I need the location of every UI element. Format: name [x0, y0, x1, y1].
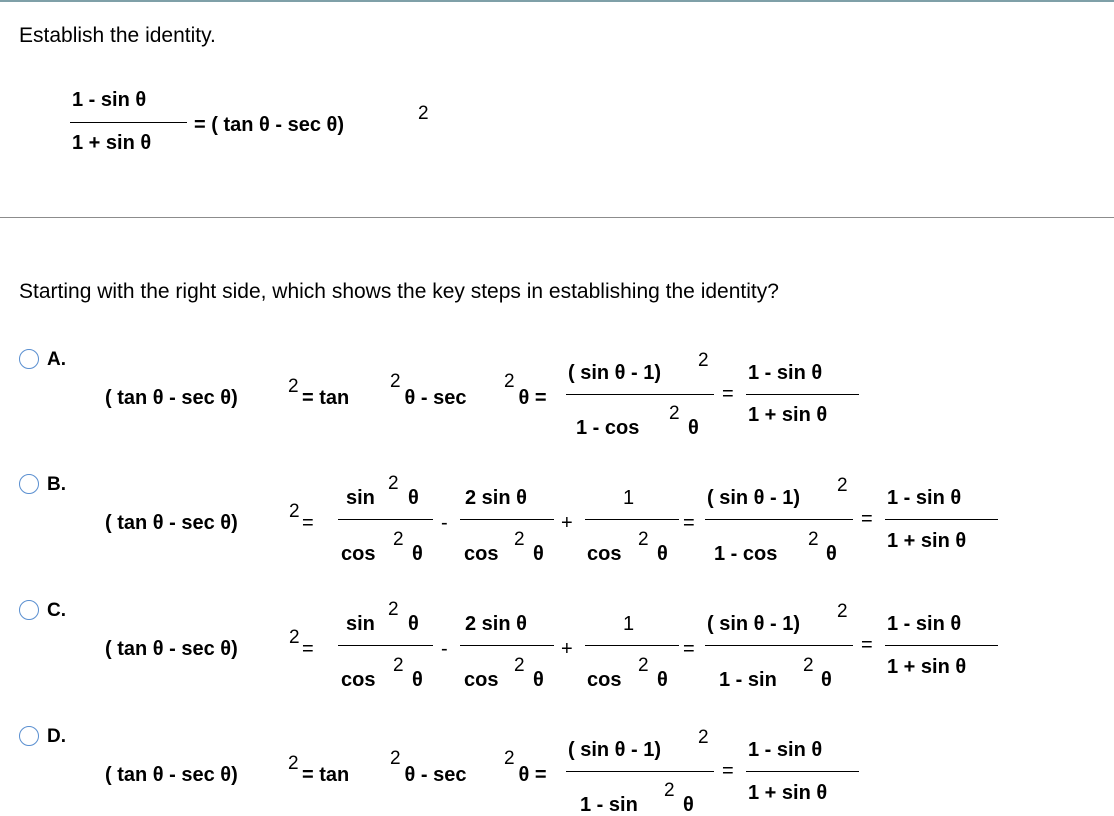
theta: θ: [688, 417, 699, 439]
option-b-frac4-bar: [705, 519, 853, 520]
option-a-frac2-den: 1 + sin θ: [748, 404, 828, 426]
exponent: 2: [393, 529, 404, 550]
theta: θ: [826, 543, 837, 565]
exponent: 2: [388, 599, 399, 620]
section-divider: [0, 217, 1114, 218]
option-c-radio[interactable]: [19, 600, 39, 620]
option-d-equals: θ =: [513, 764, 547, 786]
option-d-radio[interactable]: [19, 726, 39, 746]
exponent: 2: [514, 529, 525, 550]
option-c-frac5-num: 1 - sin θ: [887, 613, 962, 635]
instruction-text: Establish the identity.: [19, 24, 216, 47]
option-b-frac4-den: 1 - cos: [714, 543, 778, 565]
equals-sign: =: [683, 512, 695, 534]
option-d-frac1-den: 1 - sin: [580, 794, 638, 816]
theta: θ: [408, 613, 419, 635]
option-d-frac1-bar: [566, 771, 714, 772]
identity-fraction-bar: [70, 122, 187, 123]
option-c-frac4-den: 1 - sin: [719, 669, 777, 691]
exponent: 2: [288, 753, 299, 774]
equals-sign: =: [302, 512, 314, 534]
exponent: 2: [837, 601, 848, 622]
option-c-frac2-bar: [460, 645, 554, 646]
option-b-frac3-bar: [585, 519, 679, 520]
exponent: 2: [514, 655, 525, 676]
option-a-label: A.: [47, 349, 66, 370]
option-a-frac1-den: 1 - cos: [576, 417, 640, 439]
option-c-frac3-den: cos: [587, 669, 622, 691]
question-text: Starting with the right side, which shows the key steps in establishing the identity?: [19, 280, 779, 303]
option-b-frac3-num: 1: [623, 487, 635, 509]
exponent: 2: [698, 350, 709, 371]
option-a-frac1-bar: [566, 394, 714, 395]
option-c-frac2-den: cos: [464, 669, 499, 691]
option-d-frac1-num: ( sin θ - 1): [568, 739, 662, 761]
equals-sign: =: [861, 634, 873, 656]
theta: θ: [533, 543, 544, 565]
option-a-frac2-bar: [746, 394, 859, 395]
option-a-frac1-num: ( sin θ - 1): [568, 362, 662, 384]
option-a-equals: θ =: [513, 387, 547, 409]
option-b-frac2-bar: [460, 519, 554, 520]
option-d-frac2-bar: [746, 771, 859, 772]
option-c-frac2-num: 2 sin θ: [465, 613, 527, 635]
exponent: 2: [837, 475, 848, 496]
exponent: 2: [289, 627, 300, 648]
exponent: 2: [289, 501, 300, 522]
option-d-tan-sq: = tan: [302, 764, 350, 786]
theta: θ: [408, 487, 419, 509]
exponent: 2: [669, 403, 680, 424]
option-d-frac2-den: 1 + sin θ: [748, 782, 828, 804]
option-b-frac5-bar: [885, 519, 998, 520]
option-b-frac5-num: 1 - sin θ: [887, 487, 962, 509]
equals-sign: =: [683, 638, 695, 660]
exponent: 2: [504, 748, 515, 769]
theta: θ: [657, 669, 668, 691]
option-c-frac1-den: cos: [341, 669, 376, 691]
option-b-frac1-num: sin: [346, 487, 375, 509]
exponent: 2: [390, 748, 401, 769]
theta: θ: [533, 669, 544, 691]
theta: θ: [412, 543, 423, 565]
option-b-radio[interactable]: [19, 474, 39, 494]
option-c-frac5-bar: [885, 645, 998, 646]
theta: θ: [683, 794, 694, 816]
option-c-frac4-bar: [705, 645, 853, 646]
option-a-sec-sq: θ - sec: [399, 387, 467, 409]
equals-sign: =: [722, 383, 734, 405]
option-a-tan-sq: = tan: [302, 387, 350, 409]
exponent: 2: [390, 371, 401, 392]
option-d-start: ( tan θ - sec θ): [105, 764, 238, 786]
top-border: [0, 0, 1114, 2]
option-c-frac1-num: sin: [346, 613, 375, 635]
plus-sign: +: [561, 512, 573, 534]
option-d-label: D.: [47, 726, 66, 747]
identity-rhs-exponent: 2: [418, 103, 429, 124]
option-b-start: ( tan θ - sec θ): [105, 512, 238, 534]
exponent: 2: [803, 655, 814, 676]
theta: θ: [821, 669, 832, 691]
option-b-frac3-den: cos: [587, 543, 622, 565]
identity-rhs: = ( tan θ - sec θ): [194, 114, 344, 136]
option-c-frac5-den: 1 + sin θ: [887, 656, 967, 678]
option-b-frac1-den: cos: [341, 543, 376, 565]
exponent: 2: [808, 529, 819, 550]
plus-sign: +: [561, 638, 573, 660]
option-c-frac1-bar: [338, 645, 433, 646]
exponent: 2: [638, 655, 649, 676]
option-a-radio[interactable]: [19, 349, 39, 369]
equals-sign: =: [302, 638, 314, 660]
option-a-start: ( tan θ - sec θ): [105, 387, 238, 409]
exponent: 2: [393, 655, 404, 676]
exponent: 2: [698, 727, 709, 748]
option-c-start: ( tan θ - sec θ): [105, 638, 238, 660]
option-c-frac3-bar: [585, 645, 679, 646]
option-c-frac4-num: ( sin θ - 1): [707, 613, 801, 635]
equals-sign: =: [722, 760, 734, 782]
option-b-frac4-num: ( sin θ - 1): [707, 487, 801, 509]
minus-sign: -: [441, 638, 448, 660]
option-b-frac2-den: cos: [464, 543, 499, 565]
equals-sign: =: [861, 508, 873, 530]
identity-lhs-numerator: 1 - sin θ: [72, 89, 147, 111]
exponent: 2: [388, 473, 399, 494]
exponent: 2: [288, 376, 299, 397]
option-b-frac2-num: 2 sin θ: [465, 487, 527, 509]
theta: θ: [412, 669, 423, 691]
option-d-frac2-num: 1 - sin θ: [748, 739, 823, 761]
theta: θ: [657, 543, 668, 565]
option-b-frac5-den: 1 + sin θ: [887, 530, 967, 552]
exponent: 2: [504, 371, 515, 392]
option-a-frac2-num: 1 - sin θ: [748, 362, 823, 384]
option-d-sec-sq: θ - sec: [399, 764, 467, 786]
option-c-label: C.: [47, 600, 66, 621]
option-b-label: B.: [47, 474, 66, 495]
option-b-frac1-bar: [338, 519, 433, 520]
exponent: 2: [638, 529, 649, 550]
identity-lhs-denominator: 1 + sin θ: [72, 132, 152, 154]
minus-sign: -: [441, 512, 448, 534]
option-c-frac3-num: 1: [623, 613, 635, 635]
exponent: 2: [664, 780, 675, 801]
